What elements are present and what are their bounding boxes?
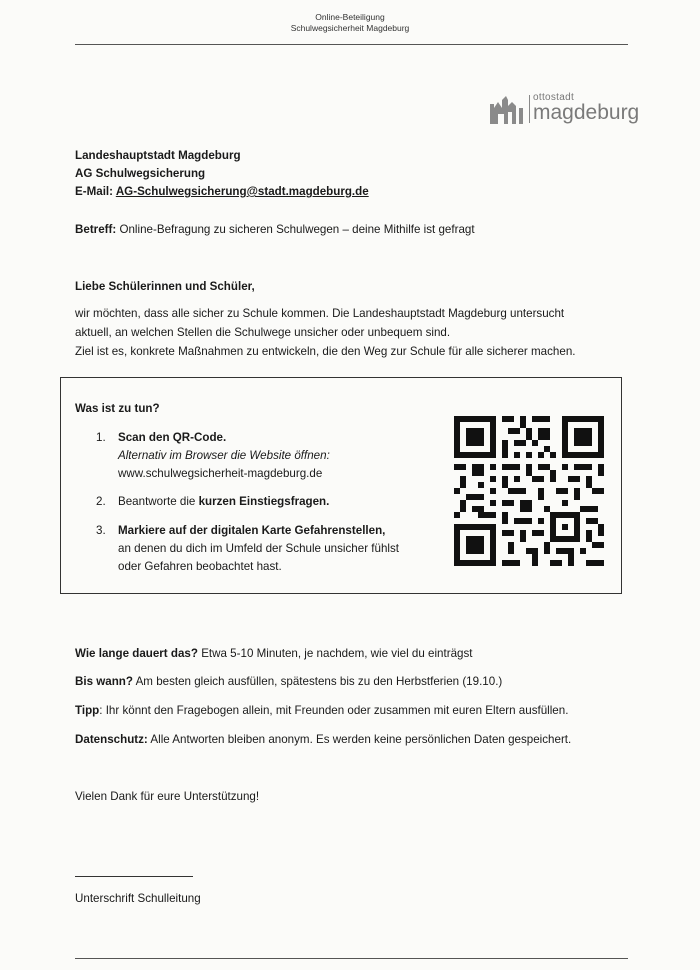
info-tip — [75, 702, 568, 720]
tip-text: : Ihr könnt den Fragebogen allein, mit Freunden oder zusammen mit euren Eltern ausfüllen. — [99, 704, 569, 717]
step-1-number: 1. — [96, 431, 106, 444]
step-2-bold: kurzen Einstiegsfragen. — [198, 495, 330, 508]
step-1-alt: Alternativ im Browser die Website öffnen: — [118, 449, 330, 462]
intro-line-2: aktuell, an welchen Stellen die Schulwege unsicher oder unbequem sind. — [75, 326, 451, 339]
step-3-title: Markiere auf der digitalen Karte Gefahrenstellen, — [118, 524, 386, 537]
email-link[interactable]: AG-Schulwegsicherung@stadt.magdeburg.de — [115, 185, 369, 198]
step-2-pre: Beantworte die — [118, 495, 196, 508]
rider-icon — [488, 94, 528, 126]
subject-text: Online-Befragung zu sicheren Schulwegen – deine Mithilfe ist gefragt — [119, 223, 475, 236]
footer-rule — [75, 958, 628, 959]
step-3-line-3: oder Gefahren beobachtet hast. — [118, 560, 282, 573]
step-1-url[interactable]: www.schulwegsicherheit-magdeburg.de — [118, 467, 323, 480]
intro-line-3: Ziel ist es, konkrete Maßnahmen zu entwickeln, die den Weg zur Schule für alle sicherer machen. — [75, 345, 576, 358]
logo-magdeburg: magdeburg — [533, 101, 640, 124]
privacy-text: Alle Antworten bleiben anonym. Es werden keine persönlichen Daten gespeichert. — [150, 733, 572, 746]
step-3-number: 3. — [96, 524, 106, 537]
intro-line-1: wir möchten, dass alle sicher zu Schule kommen. Die Landeshauptstadt Magdeburg untersucht — [75, 307, 565, 320]
info-duration — [75, 645, 473, 663]
info-deadline — [75, 673, 502, 691]
subject-label: Betreff: — [75, 223, 117, 236]
deadline-label: Bis wann? — [75, 675, 133, 688]
step-2-number: 2. — [96, 495, 106, 508]
email-label: E-Mail: — [75, 185, 114, 198]
thanks-line: Vielen Dank für eure Unterstützung! — [75, 790, 260, 803]
logo-ottostadt: ottostadt — [533, 92, 575, 103]
deadline-text: Am besten gleich ausfüllen, spätestens bis zu den Herbstferien (19.10.) — [135, 675, 503, 688]
step-1-title: Scan den QR-Code. — [118, 431, 227, 444]
duration-label: Wie lange dauert das? — [75, 647, 198, 660]
greeting: Liebe Schülerinnen und Schüler, — [75, 280, 255, 293]
subject-row — [75, 221, 475, 239]
privacy-label: Datenschutz: — [75, 733, 148, 746]
step-2-text — [118, 493, 329, 511]
qr-code[interactable] — [454, 416, 604, 566]
step-3-line-2: an denen du dich im Umfeld der Schule unsicher fühlst — [118, 542, 399, 555]
magdeburg-logo — [488, 92, 638, 128]
duration-text: Etwa 5-10 Minuten, je nachdem, wie viel du einträgst — [201, 647, 473, 660]
header-line-1: Online-Beteiligung — [315, 12, 385, 22]
logo-divider — [529, 95, 530, 123]
tip-label: Tipp — [75, 704, 100, 717]
document-header — [0, 12, 700, 34]
header-rule — [75, 44, 628, 45]
sender-email-row — [75, 183, 369, 201]
header-line-2: Schulwegsicherheit Magdeburg — [290, 23, 410, 33]
signature-line — [75, 876, 193, 877]
box-title: Was ist zu tun? — [75, 402, 160, 415]
sender-line-1: Landeshauptstadt Magdeburg — [75, 149, 241, 162]
info-privacy — [75, 731, 571, 749]
sender-line-2: AG Schulwegsicherung — [75, 167, 206, 180]
signature-label: Unterschrift Schulleitung — [75, 892, 201, 905]
